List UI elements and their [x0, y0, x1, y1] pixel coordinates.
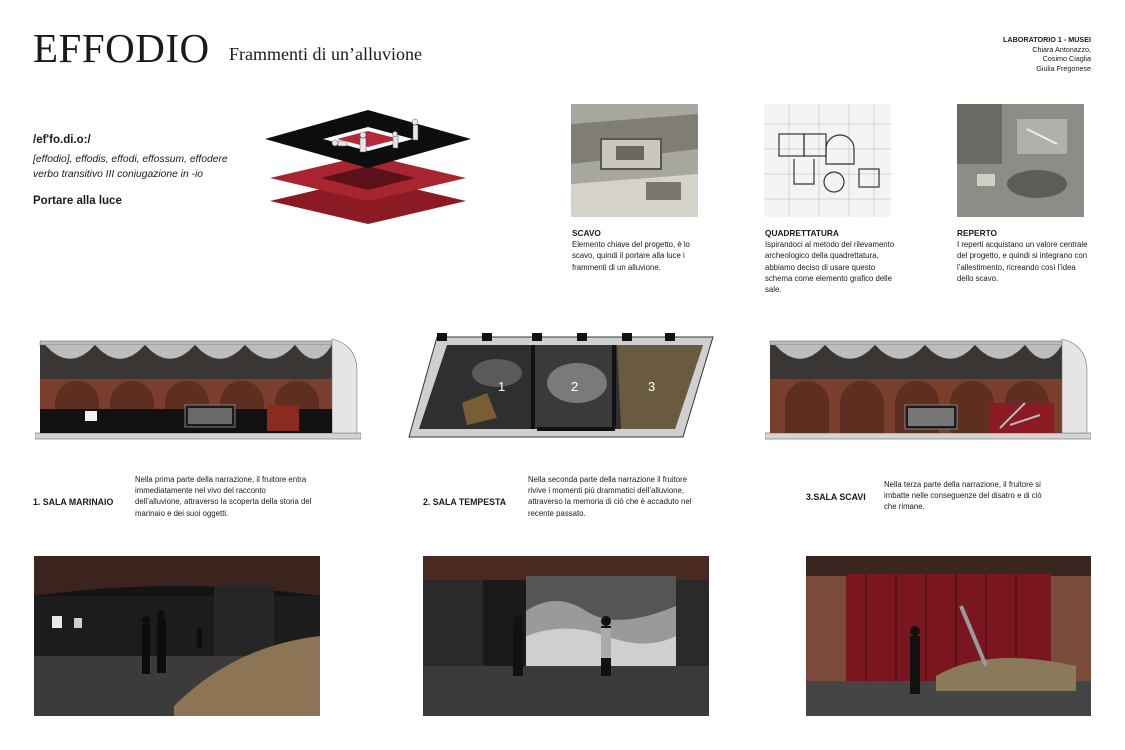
section-drawing-sala-1 — [35, 333, 361, 441]
concept-quadrettatura — [765, 228, 897, 295]
render-sala-tempesta — [423, 556, 709, 716]
concept-text: Ispirandoci al metodo del rilevamento archeologico della quadrettatura, abbiamo deciso di usare questo schema come elemento grafico delle sale. — [765, 240, 895, 295]
motto: Portare alla luce — [33, 195, 122, 207]
sala-2-title: 2. SALA TEMPESTA — [423, 497, 507, 507]
verb-class-line: verbo transitivo III coniugazione in -io — [33, 169, 203, 180]
concept-text: Elemento chiave del progetto, è lo scavo, quindi il portare alla luce i frammenti di un alluvione. — [572, 240, 690, 272]
concept-title: SCAVO — [572, 228, 601, 238]
author-name: Giulia Fregonese — [1036, 63, 1091, 73]
sala-2-text: Nella seconda parte della narrazione il fruitore rivive i momenti più drammatici dell’alluvione, attraverso la memoria di ciò che è accaduto nel recente passato. — [528, 475, 692, 518]
sala-1-title: 1. SALA MARINAIO — [33, 497, 114, 507]
author-name: Chiara Antonazzo, — [1032, 44, 1091, 54]
plan-room-1: 1 — [498, 379, 506, 394]
page-subtitle: Frammenti di un’alluvione — [229, 44, 422, 64]
section-drawing-sala-3 — [765, 333, 1091, 441]
plan-room-2: 2 — [571, 379, 579, 394]
sala-3-text: Nella terza parte della narrazione, il fruitore si imbatte nelle conseguenze del disatro e di ciò che rimane. — [884, 480, 1042, 512]
concept-title: REPERTO — [957, 228, 997, 238]
concept-scavo — [572, 228, 704, 273]
render-sala-marinaio — [34, 556, 320, 716]
sala-1-text: Nella prima parte della narrazione, il fruitore entra immediatamente nel vivo del racconto dell’alluvione, attraverso la scoperta della storia del marinaio e dei suoi oggetti. — [135, 475, 312, 518]
concept-text: I reperti acquistano un valore centrale del progetto, e quindi si integrano con l’allestimento, ricreando così l’idea dello scavo. — [957, 240, 1088, 283]
lab-label: LABORATORIO 1 - MUSEI — [1003, 35, 1091, 44]
layers-diagram — [265, 108, 475, 228]
verb-forms — [33, 152, 228, 182]
concept-reperto — [957, 228, 1089, 284]
reperto-photo — [957, 104, 1084, 217]
credits-block — [1003, 35, 1091, 73]
floor-plan — [407, 333, 717, 441]
verb-forms-line: [effodio], effodis, effodi, effossum, effodere — [33, 154, 228, 165]
plan-room-3: 3 — [648, 379, 656, 394]
sala-3-title: 3.SALA SCAVI — [806, 492, 866, 502]
scavo-photo — [571, 104, 698, 217]
page-title: EFFODIO — [33, 25, 210, 71]
concept-title: QUADRETTATURA — [765, 228, 839, 238]
author-name: Cosimo Ciaglia — [1042, 54, 1091, 63]
render-sala-scavi — [806, 556, 1091, 716]
phonetic-transcription: /ef'fo.di.o:/ — [33, 134, 91, 146]
quadrettatura-drawing — [764, 104, 891, 217]
